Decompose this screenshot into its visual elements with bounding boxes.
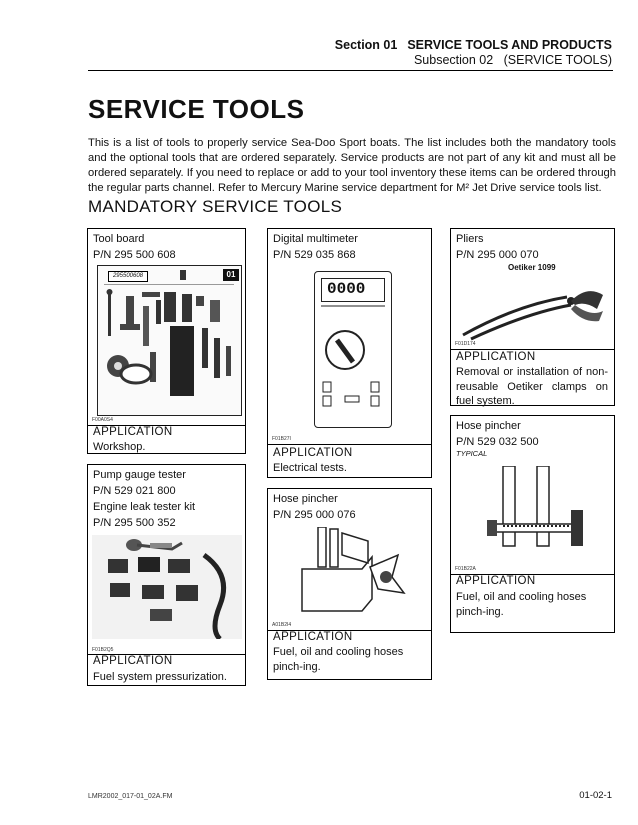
- application-heading: APPLICATION: [273, 447, 353, 459]
- hose-pincher-caption: TYPICAL: [456, 449, 488, 458]
- application-text: Fuel, oil and cooling hoses pinch-ing.: [456, 591, 587, 618]
- tool-name: Digital multimeter: [273, 233, 358, 245]
- part-number: P/N 295 500 608: [93, 249, 176, 261]
- figure-code: F00A0S4: [92, 417, 113, 423]
- page-number: 01-02-1: [579, 790, 612, 801]
- section-heading: MANDATORY SERVICE TOOLS: [88, 197, 343, 216]
- section-header: [335, 38, 612, 52]
- figure-code: F01B27I: [272, 436, 291, 442]
- pump-gauge-kit-image: [92, 535, 242, 639]
- part-number: P/N 529 035 868: [273, 249, 356, 261]
- application-heading: APPLICATION: [456, 575, 536, 587]
- board-label: 295500608: [108, 271, 148, 282]
- footer-file: LMR2002_017-01_02A.FM: [88, 793, 173, 800]
- display-digits: 0000: [327, 280, 366, 298]
- application-heading: APPLICATION: [456, 351, 536, 363]
- figure-code: F01B22A: [455, 566, 476, 572]
- figure-code: F01D174: [455, 341, 476, 347]
- figure-code: F01B2Q5: [92, 647, 114, 653]
- board-number: 01: [223, 269, 239, 281]
- tool-name: Pliers: [456, 233, 484, 245]
- hose-pincher-image: [292, 527, 412, 617]
- section-number: Section 01: [334, 38, 398, 52]
- part-number: P/N 529 021 800: [93, 485, 176, 497]
- subsection-header: [414, 53, 612, 67]
- application-heading: APPLICATION: [273, 631, 353, 643]
- part-number: P/N 295 000 070: [456, 249, 539, 261]
- subsection-number: Subsection 02: [413, 53, 494, 67]
- application-text: Removal or installation of non-reusable Oetiker clamps on fuel system.: [456, 366, 608, 407]
- hose-pincher-card-1: [267, 488, 432, 680]
- intro-paragraph: This is a list of tools to properly service Sea-Doo Sport boats. The list includes both the mandatory tools and the optional tools that are ordered separately. Service products are not part of any kit and must all be ordered separately. If you need to replace or add to your tool inventory these items can be ordered through the regular parts channel. Refer to Mercury Marine service department for M² Jet Drive service tools list.: [88, 137, 616, 194]
- section-title: SERVICE TOOLS AND PRODUCTS: [407, 38, 612, 52]
- pliers-caption: Oetiker 1099: [508, 263, 556, 272]
- part-number-2: P/N 295 500 352: [93, 517, 176, 529]
- multimeter-image: [314, 271, 392, 428]
- tool-name: Pump gauge tester: [93, 469, 186, 481]
- application-text: Fuel system pressurization.: [93, 671, 227, 683]
- part-number: P/N 529 032 500: [456, 436, 539, 448]
- application-rule: [268, 444, 431, 445]
- pliers-image: [457, 275, 607, 345]
- application-text: Electrical tests.: [273, 462, 347, 474]
- figure-code: A01B2I4: [272, 622, 292, 628]
- pump-gauge-card: [87, 464, 246, 686]
- page-title: SERVICE TOOLS: [88, 94, 305, 124]
- application-text: Fuel, oil and cooling hoses pinch-ing.: [273, 646, 404, 673]
- multimeter-dial-drawing: [315, 272, 391, 427]
- application-heading: APPLICATION: [93, 426, 173, 438]
- application-heading: APPLICATION: [93, 655, 173, 667]
- part-number: P/N 295 000 076: [273, 509, 356, 521]
- hose-pincher-card-2: [450, 415, 615, 633]
- application-rule: [451, 349, 614, 350]
- application-text: Workshop.: [93, 441, 146, 453]
- subsection-title: (SERVICE TOOLS): [503, 53, 612, 67]
- tool-name: Hose pincher: [456, 420, 521, 432]
- tool-name: Tool board: [93, 233, 145, 245]
- tool-name-2: Engine leak tester kit: [93, 501, 196, 513]
- tool-name: Hose pincher: [273, 493, 338, 505]
- multimeter-card: [267, 228, 432, 478]
- header-rule: [88, 70, 613, 71]
- board-tools-drawing: [98, 266, 241, 415]
- tool-board-card: [87, 228, 246, 454]
- hose-pincher-image-2: [463, 466, 603, 566]
- pliers-card: [450, 228, 615, 406]
- tool-board-image: [97, 265, 242, 416]
